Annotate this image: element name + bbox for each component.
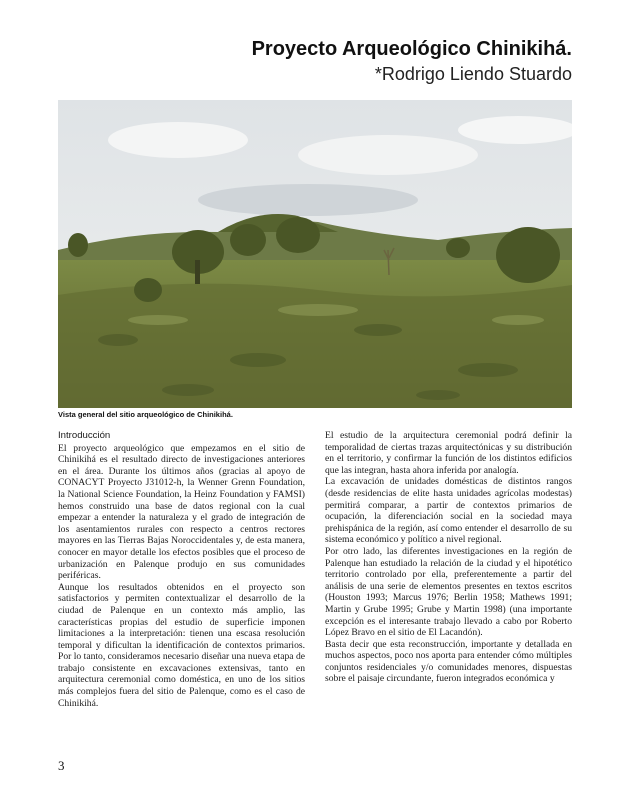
paragraph: El proyecto arqueológico que empezamos en el sitio de Chinikihá es el resultado directo de investigaciones anteriores en el área. Durante los últimos años (gracias al apoyo de CONACYT Proyecto J31012-h, la Wenner Grenn Foundation, la National Science Foundation, la Heinz Foundation y FAMSI) hemos construido una base de datos regional con la cual empezar a entender la naturaleza y el grado de integración de los asentamientos rurales con respecto a centros rectores mayores en las Tierras Bajas Noroccidentales y, de esta manera, conocer en mayor detalle los efectos posibles que el proceso de urbanización en Palenque produjo en sus comunidades periféricas.: [58, 442, 305, 582]
photo-caption: Vista general del sitio arqueológico de Chinikihá.: [58, 410, 233, 419]
author-name: *Rodrigo Liendo Stuardo: [374, 64, 572, 84]
paragraph: La excavación de unidades domésticas de distintos rangos (desde residencias de elite hasta unidades agrícolas modestas) permitirá comparar, a partir de contextos primarios de ocupación, la diferenciación social en la sociedad maya prehispánica de la región, así como entender el desarrollo de su sistema económico y político a nivel regional.: [325, 476, 572, 546]
paragraph: Basta decir que esta reconstrucción, importante y detallada en muchos aspectos, poco nos aporta para entender cómo múltiples conjuntos residenciales y/o comunidades menores, dispuestas sobre el paisaje circundante, fueron integrados económica y: [325, 638, 572, 685]
page-number: 3: [58, 758, 65, 773]
paragraph: El estudio de la arquitectura ceremonial podrá definir la temporalidad de ciertas trazas arquitectónicas y su distribución en el territorio, y confirmar la función de los distintos edificios que las integran, hasta ahora inferida por analogía.: [325, 430, 572, 476]
site-photo: [58, 100, 572, 408]
paragraph: Aunque los resultados obtenidos en el proyecto son satisfactorios y permiten contextualizar el desarrollo de la ciudad de Palenque en un contexto más amplio, las características propias del estudio de superficie imponen limitaciones a la interpretación: tienen una escasa resolución temporal y dificultan la identificación de contextos primarios. Por lo tanto, consideramos necesario diseñar una nueva etapa de trabajo consistente en excavaciones extensivas, tanto en arquitectura ceremonial como doméstica, en uno de los sitios más complejos fuera del sitio de Palenque, como es el caso de Chinikihá.: [58, 581, 305, 709]
article-title: Proyecto Arqueológico Chinikihá.: [251, 38, 572, 60]
right-column: [325, 430, 572, 685]
section-heading: Introducción: [58, 430, 111, 441]
left-column: [58, 430, 305, 709]
paragraph: Por otro lado, las diferentes investigaciones en la región de Palenque han estudiado la relación de la ciudad y el hipotético territorio controlado por ella, preferentemente a partir del análisis de una serie de elementos presentes en textos escritos (Houston 1993; Marcus 1976; Berlin 1958; Mathews 1991; Martin y Grube 1995; Grube y Martin 1998) (una importante excepción es el interesante trabajo llevado a cabo por Roberto López Bravo en el sitio de El Lacandón).: [325, 545, 572, 639]
